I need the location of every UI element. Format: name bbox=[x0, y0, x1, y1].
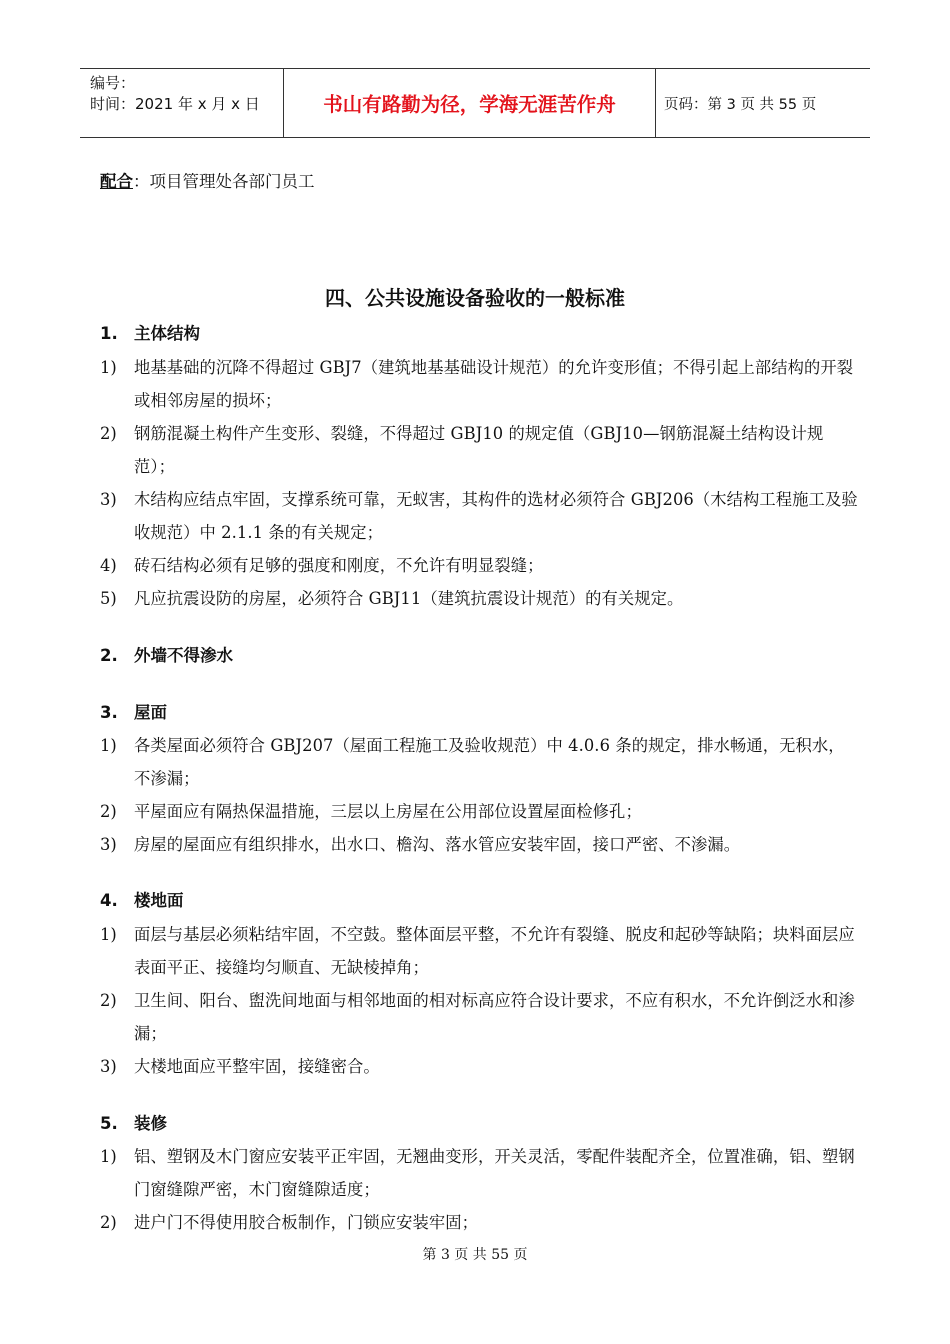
item-text: 平屋面应有隔热保温措施，三层以上房屋在公用部位设置屋面检修孔； bbox=[134, 802, 642, 821]
list-item bbox=[100, 483, 860, 549]
list-item bbox=[100, 795, 860, 828]
item-text: 大楼地面应平整牢固，接缝密合。 bbox=[134, 1057, 380, 1076]
section-heading-text: 装修 bbox=[134, 1114, 167, 1133]
item-text: 铝、塑钢及木门窗应安装平正牢固，无翘曲变形，开关灵活，零配件装配齐全，位置准确，铝、塑钢门窗缝隙严密，木门窗缝隙适度； bbox=[134, 1147, 855, 1199]
list-item bbox=[100, 549, 860, 582]
header-meta bbox=[80, 69, 283, 137]
page-footer: 第 3 页 共 55 页 bbox=[422, 1247, 528, 1263]
list-item bbox=[100, 1050, 860, 1083]
document-number-label: 编号： bbox=[90, 74, 136, 92]
cooperate-label: 配合 bbox=[100, 172, 133, 191]
list-item bbox=[100, 417, 860, 483]
item-text: 钢筋混凝土构件产生变形、裂缝，不得超过 GBJ10 的规定值（GBJ10—钢筋混凝土结构设计规范）； bbox=[134, 424, 824, 476]
list-item bbox=[100, 351, 860, 417]
item-number: 1) bbox=[100, 925, 117, 944]
header-page-number: 页码：第 3 页 共 55 页 bbox=[664, 96, 817, 113]
section-heading-text: 楼地面 bbox=[134, 891, 184, 910]
item-text: 地基基础的沉降不得超过 GBJ7（建筑地基基础设计规范）的允许变形值；不得引起上部结构的开裂或相邻房屋的损坏； bbox=[134, 358, 854, 410]
item-text: 进户门不得使用胶合板制作，门锁应安装牢固； bbox=[134, 1213, 479, 1232]
list-item bbox=[100, 1140, 860, 1206]
item-number: 2) bbox=[100, 1213, 117, 1232]
section-heading-text: 外墙不得渗水 bbox=[134, 646, 233, 665]
list-item bbox=[100, 729, 860, 795]
item-number: 3) bbox=[100, 1057, 117, 1076]
section-heading bbox=[100, 702, 167, 724]
list-item bbox=[100, 828, 860, 861]
item-text: 各类屋面必须符合 GBJ207（屋面工程施工及验收规范）中 4.0.6 条的规定，排水畅通，无积水，不渗漏； bbox=[134, 736, 845, 788]
section-heading-text: 屋面 bbox=[134, 703, 167, 722]
item-number: 4) bbox=[100, 556, 117, 575]
item-number: 1) bbox=[100, 1147, 117, 1166]
section-number: 4. bbox=[100, 891, 118, 910]
item-number: 1) bbox=[100, 358, 117, 377]
section-heading bbox=[100, 1113, 167, 1135]
item-number: 1) bbox=[100, 736, 117, 755]
list-item bbox=[100, 1206, 860, 1239]
section-title: 四、公共设施设备验收的一般标准 bbox=[325, 286, 625, 310]
cooperate-text: ：项目管理处各部门员工 bbox=[133, 172, 315, 191]
section-number: 3. bbox=[100, 703, 118, 722]
item-text: 卫生间、阳台、盥洗间地面与相邻地面的相对标高应符合设计要求，不应有积水，不允许倒泛水和渗漏； bbox=[134, 991, 855, 1043]
item-text: 面层与基层必须粘结牢固，不空鼓。整体面层平整，不允许有裂缝、脱皮和起砂等缺陷；块料面层应表面平正、接缝均匀顺直、无缺棱掉角； bbox=[134, 925, 855, 977]
section-heading bbox=[100, 323, 200, 345]
item-text: 凡应抗震设防的房屋，必须符合 GBJ11（建筑抗震设计规范）的有关规定。 bbox=[134, 589, 684, 608]
section-number: 1. bbox=[100, 324, 118, 343]
item-number: 3) bbox=[100, 490, 117, 509]
item-number: 2) bbox=[100, 991, 117, 1010]
section-heading-text: 主体结构 bbox=[134, 324, 200, 343]
document-date-label: 时间：2021 年 x 月 x 日 bbox=[90, 95, 260, 113]
item-number: 5) bbox=[100, 589, 117, 608]
list-item bbox=[100, 984, 860, 1050]
item-text: 砖石结构必须有足够的强度和刚度，不允许有明显裂缝； bbox=[134, 556, 544, 575]
cooperate-line bbox=[100, 171, 315, 193]
list-item bbox=[100, 582, 860, 615]
section-heading bbox=[100, 645, 233, 667]
list-item bbox=[100, 918, 860, 984]
section-heading bbox=[100, 890, 184, 912]
page-header bbox=[80, 68, 870, 138]
item-text: 木结构应结点牢固，支撑系统可靠，无蚁害，其构件的选材必须符合 GBJ206（木结构工程施工及验收规范）中 2.1.1 条的有关规定； bbox=[134, 490, 858, 542]
item-number: 3) bbox=[100, 835, 117, 854]
header-motto: 书山有路勤为径，学海无涯苦作舟 bbox=[283, 69, 656, 137]
item-number: 2) bbox=[100, 802, 117, 821]
section-number: 2. bbox=[100, 646, 118, 665]
section-number: 5. bbox=[100, 1114, 118, 1133]
item-text: 房屋的屋面应有组织排水，出水口、檐沟、落水管应安装牢固，接口严密、不渗漏。 bbox=[134, 835, 741, 854]
item-number: 2) bbox=[100, 424, 117, 443]
